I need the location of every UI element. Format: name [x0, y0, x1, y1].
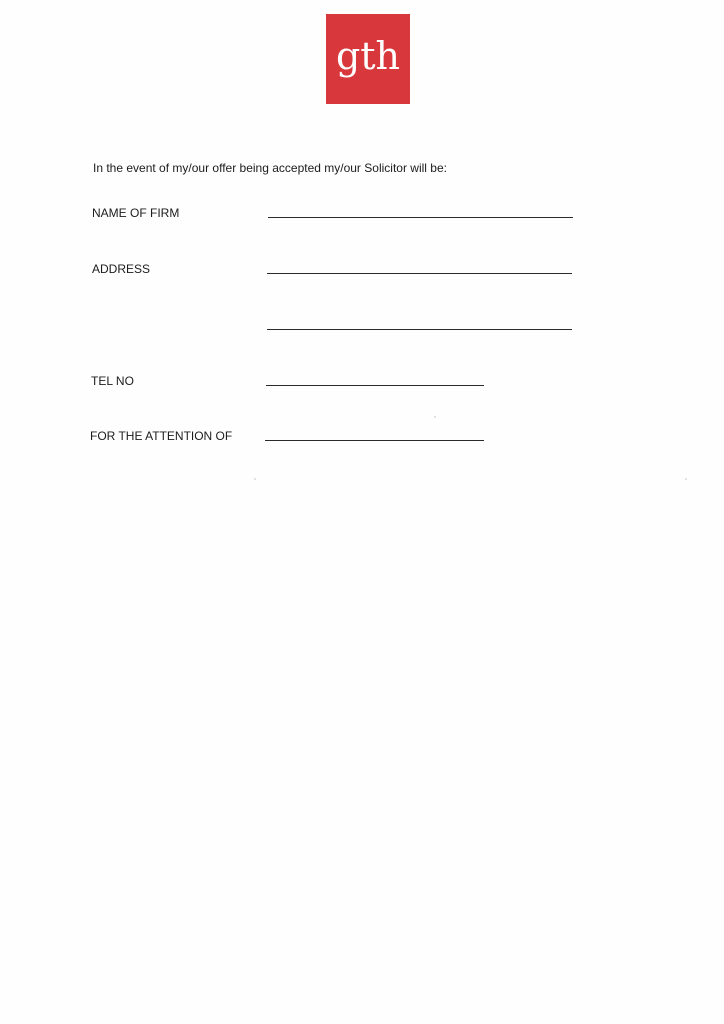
name-of-firm-line[interactable]: [268, 217, 573, 218]
scan-speck: [254, 478, 256, 480]
address-label: ADDRESS: [92, 262, 151, 276]
address-line-2[interactable]: [267, 329, 572, 330]
logo-text: gth: [335, 34, 401, 78]
attention-label: FOR THE ATTENTION OF: [90, 429, 233, 443]
attention-line[interactable]: [265, 440, 484, 441]
tel-no-label: TEL NO: [91, 374, 134, 388]
scan-speck: [685, 478, 687, 480]
intro-text: In the event of my/our offer being accepted my/our Solicitor will be:: [93, 161, 447, 175]
scan-speck: [434, 416, 436, 418]
name-of-firm-label: NAME OF FIRM: [92, 206, 180, 220]
tel-no-line[interactable]: [266, 385, 484, 386]
address-line-1[interactable]: [267, 273, 572, 274]
gth-logo: [326, 14, 410, 104]
